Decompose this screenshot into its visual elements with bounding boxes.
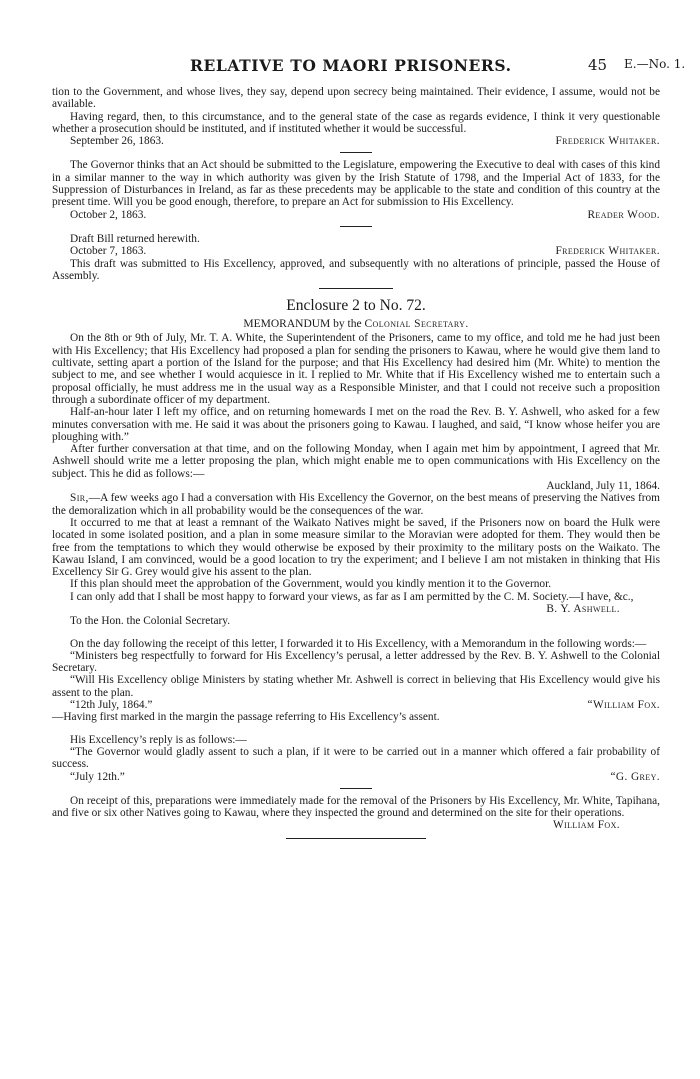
section-divider: [340, 788, 372, 789]
signature-date: “July 12th.”: [70, 770, 125, 783]
paragraph: His Excellency’s reply is as follows:—: [70, 733, 247, 746]
paragraph: “The Governor would gladly assent to such a plan, if it were to be carried out in a manner which offered a fair probability of success.: [52, 745, 660, 771]
paragraph: On the day following the receipt of this letter, I forwarded it to His Excellency, with a Memorandum in the following words:—: [70, 637, 647, 650]
letter-place-date: Auckland, July 11, 1864.: [546, 480, 660, 493]
signature-name: “William Fox.: [587, 699, 660, 712]
letter-salutation: Sir,: [70, 492, 89, 505]
paragraph: If this plan should meet the approbation of the Government, would you kindly mention it to the Governor.: [70, 578, 552, 591]
letter-signature: B. Y. Ashwell.: [546, 602, 620, 615]
memorandum-heading: [52, 318, 660, 330]
memo-title: MEMORANDUM: [243, 318, 331, 331]
signature-line: [52, 209, 660, 221]
signature-line: [52, 699, 660, 711]
paragraph: Having regard, then, to this circumstance, and to the general state of the case as regards evidence, I think it very questionable whether a prosecution should be instituted, and if instituted whether it would be successful.: [52, 110, 660, 135]
signature-date: October 7, 1863.: [70, 245, 147, 258]
page-title: RELATIVE TO MAORI PRISONERS.: [190, 56, 512, 75]
section-divider: [319, 288, 393, 289]
section-divider: [340, 226, 372, 227]
signature-date: “12th July, 1864.”: [70, 699, 153, 712]
signature-name: Frederick Whitaker.: [555, 245, 660, 258]
enclosure-heading: Enclosure 2 to No. 72.: [286, 297, 426, 315]
running-header: [0, 56, 700, 76]
letter-opening: [52, 492, 660, 517]
page-number: 45: [588, 56, 608, 74]
paragraph: I can only add that I shall be most happy to forward your views, as far as I am permitted by the C. M. Society.—I have, &c.,: [70, 590, 634, 603]
signature-date: September 26, 1863.: [70, 135, 164, 148]
memo-by: by the: [333, 318, 362, 331]
document-reference: E.—No. 1.: [624, 57, 686, 71]
letter-opening-text: —A few weeks ago I had a conversation with His Excellency the Governor, on the best means of preserving the Natives from the demoralization which in all probability would be the consequences of the war.: [52, 492, 660, 517]
paragraph: “Will His Excellency oblige Ministers by stating whether Mr. Ashwell is correct in believing that His Excellency would give his assent to the plan.: [52, 674, 660, 699]
signature-name: “G. Grey.: [610, 770, 660, 783]
signature-date: October 2, 1863.: [70, 208, 147, 221]
letter-addressee: To the Hon. the Colonial Secretary.: [70, 615, 231, 628]
paragraph: It occurred to me that at least a remnant of the Waikato Natives might be saved, if the Prisoners now on board the Hulk were located in some isolated position, and a plan in some measure similar to the Moravian were adopted for them. They would then be free from the temptations to which they would otherwise be exposed by their proximity to the military posts on the Waikato. The Kawau Island, I am convinced, would be a good location to try the experiment; and I believe I am not mistaken in thinking that His Excellency Sir G. Grey would give his assent to the plan.: [52, 516, 660, 579]
paragraph: Half-an-hour later I left my office, and on returning homewards I met on the road the Rev. B. Y. Ashwell, who asked for a few minutes conversation with me. He said it was about the prisoners going to Kawau. I laughed, and said, “I know whose heifer you are ploughing with.”: [52, 406, 660, 443]
signature-line: [52, 771, 660, 783]
memo-secretary: Colonial Secretary.: [364, 318, 469, 331]
paragraph: After further conversation at that time, and on the following Monday, when I again met him by appointment, I agreed that Mr. Ashwell should write me a letter proposing the plan, which might enable me to open communications with His Excellency on the subject. This he did as follows:—: [52, 443, 660, 480]
paragraph: Draft Bill returned herewith.: [70, 232, 200, 245]
signature-line: [52, 245, 660, 257]
final-signature: William Fox.: [552, 819, 620, 832]
signature-line: [52, 135, 660, 147]
paragraph: On receipt of this, preparations were immediately made for the removal of the Prisoners by His Excellency, Mr. White, Tapihana, and five or six other Natives going to Kawau, where they inspected the ground and determined on the site for their operations.: [52, 794, 660, 820]
paragraph: The Governor thinks that an Act should be submitted to the Legislature, empowering the Executive to deal with cases of this kind in a similar manner to the way in which authority was given by the Irish Statute of 1798, and the Imperial Act of 1833, for the Suppression of Disturbances in Ireland, as far as these precedents may be applicable to the state and condition of this country at the present time. Will you be good enough, therefore, to prepare an Act for submission to His Excellency.: [52, 159, 660, 209]
signature-name: Frederick Whitaker.: [555, 135, 660, 148]
paragraph: This draft was submitted to His Excellency, approved, and subsequently with no alterations of principle, passed the House of Assembly.: [52, 257, 660, 282]
paragraph: —Having first marked in the margin the passage referring to His Excellency’s assent.: [52, 711, 440, 724]
page-body: [52, 86, 660, 839]
end-rule: [286, 838, 426, 839]
paragraph: tion to the Government, and whose lives, they say, depend upon secrecy being maintained. Their evidence, I assume, would not be available.: [52, 86, 660, 111]
section-divider: [340, 152, 372, 153]
paragraph: On the 8th or 9th of July, Mr. T. A. White, the Superintendent of the Prisoners, came to my office, and told me he had just been with His Excellency; that His Excellency had proposed a plan for sending the prisoners to Kawau, where he would give them land to cultivate, setting apart a portion of the Island for the purpose; and that His Excellency had desired him (Mr. White) to mention the subject to me, and see whether I would acquiesce in it. I replied to Mr. White that if His Excellency wished me to entertain such a proposal officially, he must address me in the usual way as a Responsible Minister, and that I could not receive such a proposition through a subordinate officer of my department.: [52, 332, 660, 406]
paragraph: “Ministers beg respectfully to forward for His Excellency’s perusal, a letter addressed by the Rev. B. Y. Ashwell to the Colonial Secretary.: [52, 649, 660, 675]
signature-name: Reader Wood.: [587, 208, 660, 221]
